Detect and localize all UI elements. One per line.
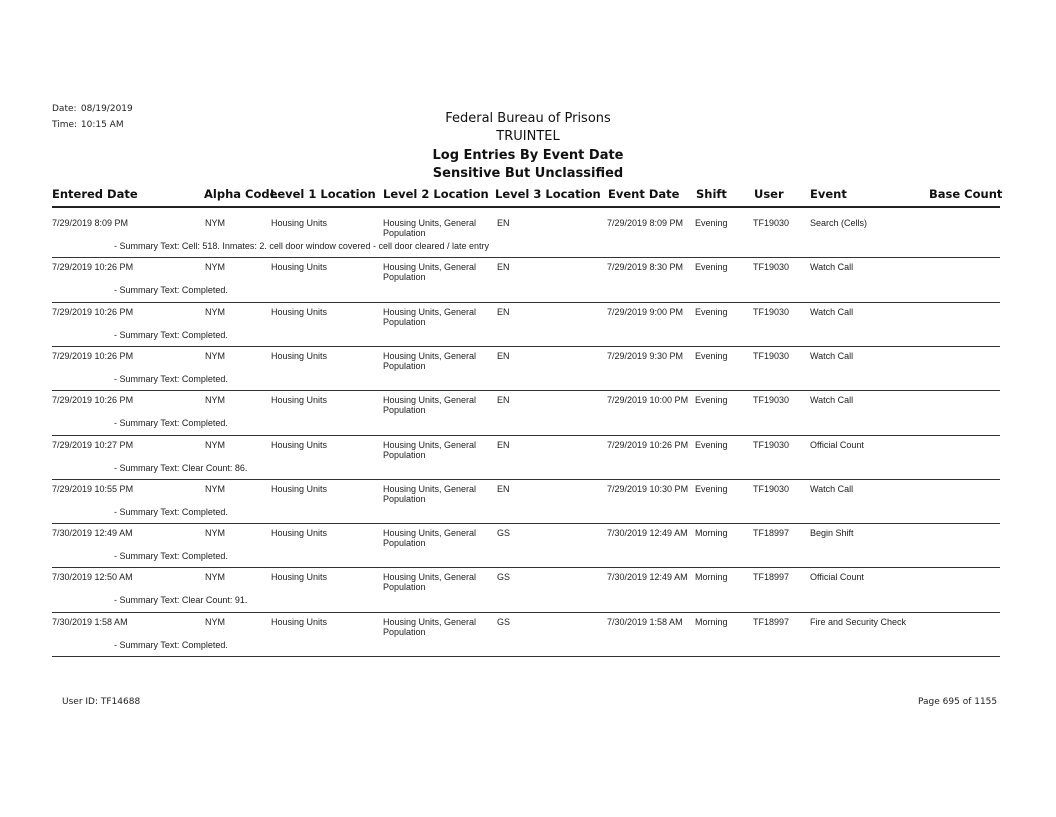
cell-alpha: NYM [205,262,225,273]
cell-event-date: 7/30/2019 12:49 AM [607,572,688,583]
cell-user: TF18997 [753,572,790,583]
cell-event-date: 7/29/2019 8:30 PM [607,262,684,273]
cell-user: TF19030 [753,262,790,273]
table-row [52,218,1000,262]
cell-l3: EN [497,306,510,317]
cell-shift: Evening [695,483,728,494]
cell-alpha: NYM [205,483,225,494]
cell-alpha: NYM [205,350,225,361]
cell-l2: Housing Units, General Population [383,483,477,504]
summary-text: - Summary Text: Cell: 518. Inmates: 2. cell door window covered - cell door cleared / late entry [114,241,489,251]
cell-shift: Morning [695,528,728,539]
cell-alpha: NYM [205,218,225,228]
cell-shift: Morning [695,616,728,627]
summary-text: - Summary Text: Completed. [114,329,228,340]
col-event: Event [810,187,847,201]
row-divider [52,479,1000,480]
cell-shift: Evening [695,439,728,450]
cell-entered: 7/29/2019 10:26 PM [52,262,134,273]
footer-user-id: TF14688 [100,697,141,707]
summary-text: - Summary Text: Clear Count: 86. [114,462,248,473]
cell-l1: Housing Units [271,350,328,361]
cell-l3: EN [497,350,510,361]
summary-text: - Summary Text: Completed. [114,285,228,296]
header-divider [52,206,1000,208]
cell-event-date: 7/30/2019 1:58 AM [607,616,683,627]
cell-l1: Housing Units [271,306,328,317]
col-level1: Level 1 Location [270,187,376,201]
cell-l2: Housing Units, General Population [383,262,477,283]
cell-entered: 7/29/2019 10:26 PM [52,306,134,317]
cell-shift: Evening [695,350,728,361]
cell-event: Watch Call [810,395,854,406]
cell-l1: Housing Units [271,483,328,494]
cell-entered: 7/29/2019 10:55 PM [52,483,134,494]
cell-alpha: NYM [205,395,225,406]
cell-l2: Housing Units, General Population [383,218,477,238]
report-title-org: Federal Bureau of Prisons [445,111,611,126]
cell-shift: Evening [695,218,728,228]
cell-event-date: 7/30/2019 12:49 AM [607,528,688,539]
row-divider [52,523,1000,524]
cell-alpha: NYM [205,306,225,317]
report-title-system: TRUINTEL [496,129,560,144]
row-divider [52,435,1000,436]
cell-entered: 7/29/2019 8:09 PM [52,218,129,228]
summary-text: - Summary Text: Completed. [114,551,228,562]
report-title-name: Log Entries By Event Date [432,148,624,163]
cell-entered: 7/30/2019 12:49 AM [52,528,133,539]
cell-l1: Housing Units [271,528,328,539]
cell-alpha: NYM [205,572,225,583]
summary-text: - Summary Text: Completed. [114,373,228,384]
footer-page-number: Page 695 of 1155 [918,697,998,707]
row-divider [52,567,1000,568]
cell-event: Begin Shift [810,528,854,539]
row-divider [52,612,1000,613]
cell-alpha: NYM [205,616,225,627]
row-divider [52,390,1000,391]
cell-user: TF19030 [753,350,790,361]
table-row [52,351,1000,395]
row-divider [52,257,1000,258]
cell-event: Fire and Security Check [810,616,907,627]
cell-event-date: 7/29/2019 10:30 PM [607,483,689,494]
table-row [52,440,1000,484]
summary-text: - Summary Text: Clear Count: 91. [114,595,248,606]
summary-text: - Summary Text: Completed. [114,639,228,650]
cell-l3: GS [497,572,511,583]
cell-shift: Evening [695,262,728,273]
cell-entered: 7/30/2019 1:58 AM [52,616,128,627]
cell-l1: Housing Units [271,218,328,228]
cell-l2: Housing Units, General Population [383,395,477,416]
table-end-divider [52,656,1000,657]
cell-l1: Housing Units [271,572,328,583]
cell-user: TF19030 [753,306,790,317]
cell-event: Official Count [810,572,864,583]
cell-entered: 7/30/2019 12:50 AM [52,572,133,583]
time-value: 10:15 AM [80,120,124,130]
cell-alpha: NYM [205,528,225,539]
cell-l3: EN [497,262,510,273]
cell-l3: GS [497,616,511,627]
cell-event: Watch Call [810,483,854,494]
cell-entered: 7/29/2019 10:26 PM [52,395,134,406]
cell-l1: Housing Units [271,262,328,273]
cell-shift: Morning [695,572,728,583]
cell-event: Watch Call [810,262,854,273]
table-row [52,262,1000,306]
footer-user-label: User ID: [62,697,98,707]
cell-l2: Housing Units, General Population [383,439,477,460]
cell-shift: Evening [695,395,728,406]
date-label: Date: [52,104,77,114]
cell-event-date: 7/29/2019 10:26 PM [607,439,689,450]
table-row [52,484,1000,528]
summary-text: - Summary Text: Completed. [114,506,228,517]
row-divider [52,346,1000,347]
col-base-count: Base Count [929,187,1003,201]
cell-user: TF18997 [753,616,790,627]
table-row [52,617,1000,661]
table-row [52,528,1000,572]
cell-event-date: 7/29/2019 9:30 PM [607,350,684,361]
cell-l1: Housing Units [271,395,328,406]
col-alpha-code: Alpha Code [204,187,278,201]
cell-event-date: 7/29/2019 8:09 PM [607,218,684,228]
cell-l3: EN [497,483,510,494]
cell-l1: Housing Units [271,616,328,627]
table-row [52,572,1000,616]
col-level2: Level 2 Location [383,187,489,201]
cell-entered: 7/29/2019 10:26 PM [52,350,134,361]
cell-entered: 7/29/2019 10:27 PM [52,439,134,450]
cell-event: Watch Call [810,306,854,317]
col-entered-date: Entered Date [52,187,138,201]
table-row [52,307,1000,351]
cell-user: TF19030 [753,218,790,228]
col-shift: Shift [696,187,727,201]
col-level3: Level 3 Location [495,187,601,201]
cell-l1: Housing Units [271,439,328,450]
cell-l2: Housing Units, General Population [383,306,477,327]
cell-event: Official Count [810,439,864,450]
cell-alpha: NYM [205,439,225,450]
report-title-classification: Sensitive But Unclassified [432,166,624,181]
col-event-date: Event Date [608,187,680,201]
cell-l3: EN [497,439,510,450]
summary-text: - Summary Text: Completed. [114,418,228,429]
cell-l2: Housing Units, General Population [383,350,477,371]
row-divider [52,302,1000,303]
col-user: User [754,187,784,201]
cell-l2: Housing Units, General Population [383,528,477,549]
time-label: Time: [52,120,78,130]
cell-user: TF19030 [753,483,790,494]
cell-l2: Housing Units, General Population [383,616,477,637]
cell-event: Search (Cells) [810,218,868,228]
table-row [52,395,1000,439]
cell-shift: Evening [695,306,728,317]
date-value: 08/19/2019 [80,104,133,114]
cell-user: TF18997 [753,528,790,539]
cell-l2: Housing Units, General Population [383,572,477,593]
cell-l3: EN [497,395,510,406]
cell-l3: EN [497,218,510,228]
cell-user: TF19030 [753,395,790,406]
cell-user: TF19030 [753,439,790,450]
cell-event: Watch Call [810,350,854,361]
footer-user [62,697,140,707]
cell-event-date: 7/29/2019 9:00 PM [607,306,684,317]
cell-event-date: 7/29/2019 10:00 PM [607,395,689,406]
cell-l3: GS [497,528,511,539]
